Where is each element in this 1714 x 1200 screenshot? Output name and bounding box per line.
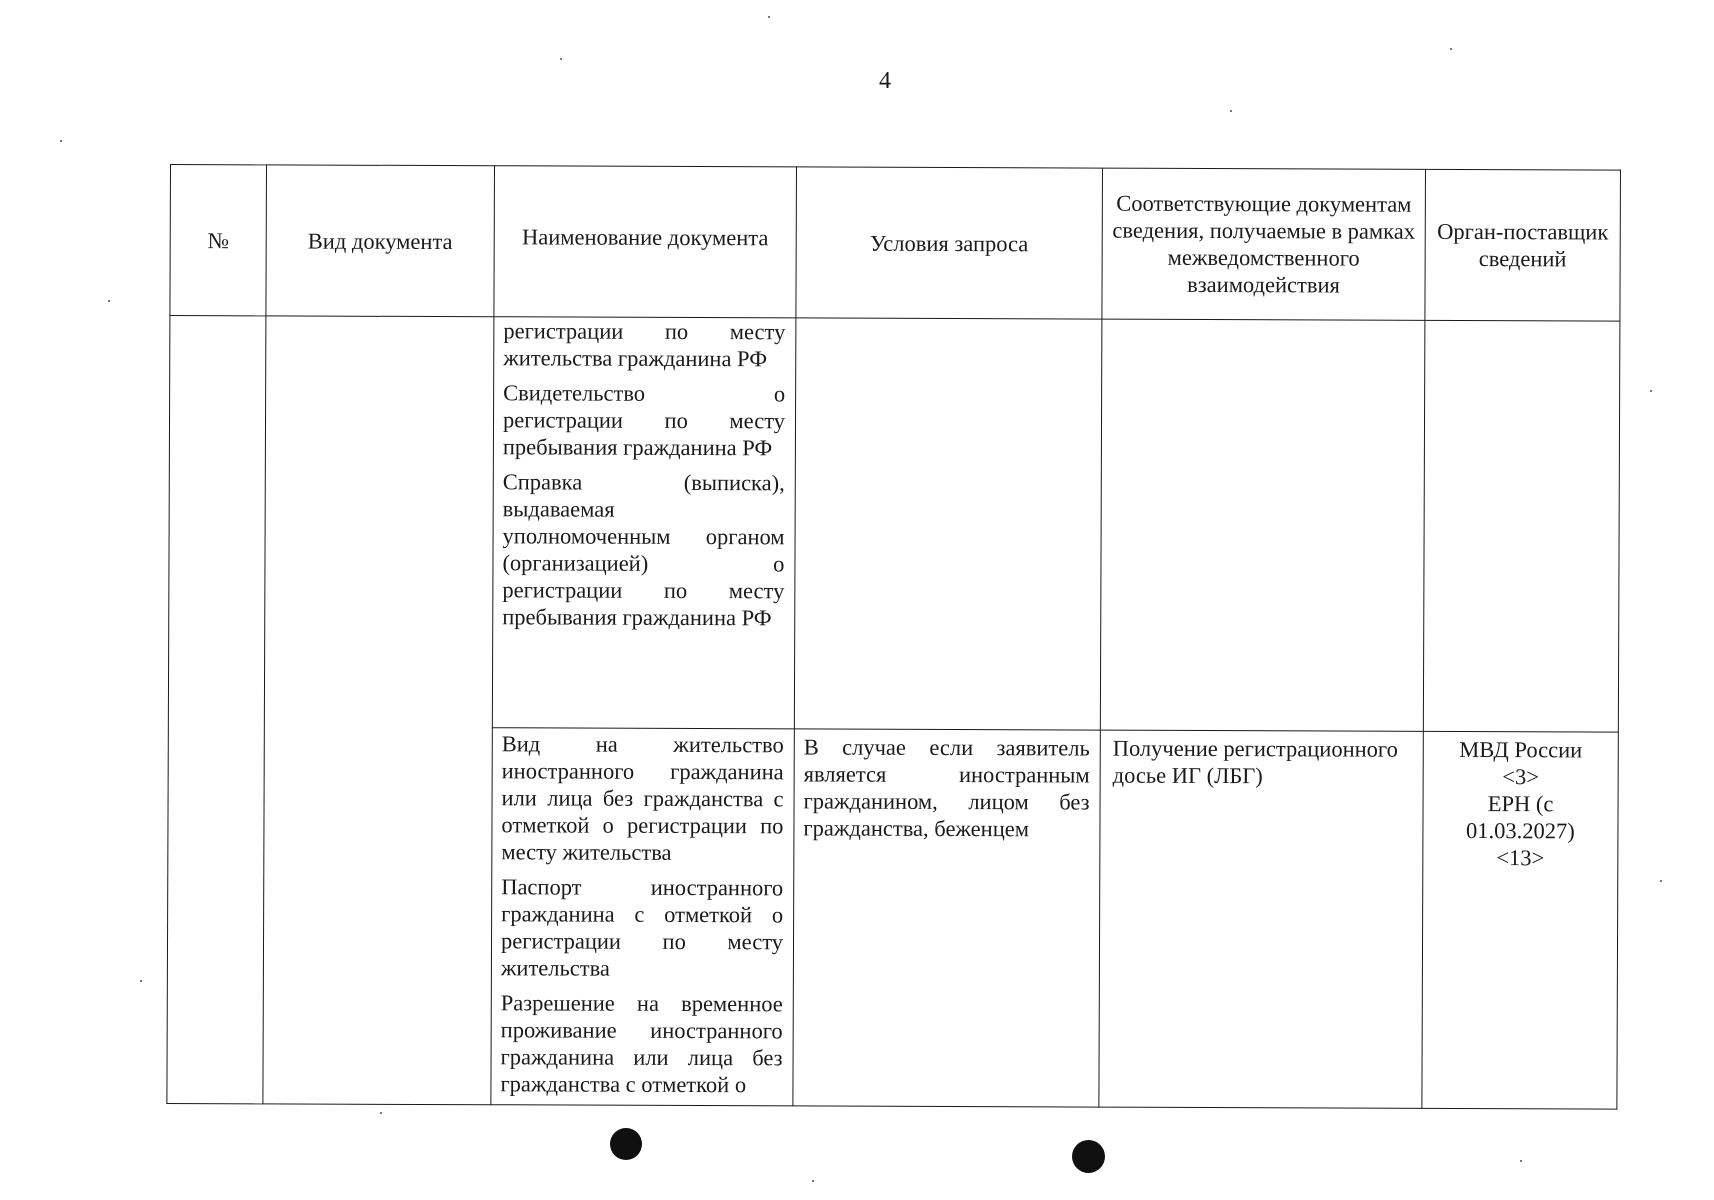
scan-speck (108, 300, 110, 302)
scan-speck (1520, 1160, 1522, 1162)
cell-info-empty (1100, 319, 1425, 731)
header-number: № (170, 165, 267, 316)
table-header-row (170, 165, 1621, 322)
table-row (168, 316, 1620, 733)
scan-speck (1650, 390, 1652, 392)
cell-request-conditions: В случае если заявитель является иностранным гражданином, лицом без гражданства, беженцем (793, 729, 1100, 1107)
scan-hole-mark (1072, 1140, 1105, 1173)
scan-speck (1230, 110, 1232, 112)
cell-number (167, 316, 266, 1104)
cell-doc-type (263, 316, 494, 1105)
cell-info: Получение регистрационного досье ИГ (ЛБГ) (1099, 730, 1423, 1108)
scan-speck (560, 58, 562, 60)
doc-name-item: Паспорт иностранного гражданина с отметкой о регистрации по месту жительства (500, 874, 784, 981)
scan-speck (1450, 48, 1452, 50)
cell-supplier (1422, 731, 1618, 1109)
header-doc-name: Наименование документа (494, 166, 797, 318)
doc-name-item: Вид на жительство иностранного гражданина или лица без гражданства с отметкой о регистрации по месту жительства (501, 731, 784, 865)
cell-doc-names (492, 317, 796, 729)
supplier-line: 01.03.2027) (1466, 817, 1575, 844)
cell-doc-names (491, 728, 794, 1106)
scan-hole-mark (610, 1128, 642, 1160)
scan-speck (60, 140, 62, 142)
cell-request-conditions-empty (794, 318, 1102, 730)
page-number: 4 (879, 68, 891, 94)
supplier-line: МВД России (1459, 736, 1583, 763)
cell-supplier-empty (1423, 320, 1620, 732)
supplier-line: <13> (1496, 845, 1545, 871)
supplier-line: ЕРН (с (1487, 791, 1554, 817)
doc-name-item: Свидетельство о регистрации по месту пребывания гражданина РФ (502, 380, 786, 461)
header-info: Соответствующие документам сведения, получаемые в рамках межведомственного взаимодействия (1102, 168, 1426, 320)
header-doc-type: Вид документа (266, 165, 495, 317)
scan-speck (140, 980, 142, 982)
doc-name-item: Справка (выписка), выдаваемая уполномоченным органом (организацией) о регистрации по месту пребывания гражданина РФ (502, 469, 785, 631)
doc-name-item: Разрешение на временное проживание иностранного гражданина или лица без гражданства с отметкой о (500, 990, 783, 1098)
scan-speck (1660, 880, 1662, 882)
doc-name-item: регистрации по месту жительства гражданина РФ (503, 318, 786, 372)
header-request-conditions: Условия запроса (796, 167, 1103, 319)
header-supplier: Орган-поставщик сведений (1425, 169, 1621, 321)
documents-table (166, 164, 1621, 1110)
scan-speck (768, 16, 770, 18)
scan-speck (380, 1112, 382, 1114)
scan-speck (812, 1180, 814, 1182)
supplier-line: <3> (1502, 764, 1540, 790)
